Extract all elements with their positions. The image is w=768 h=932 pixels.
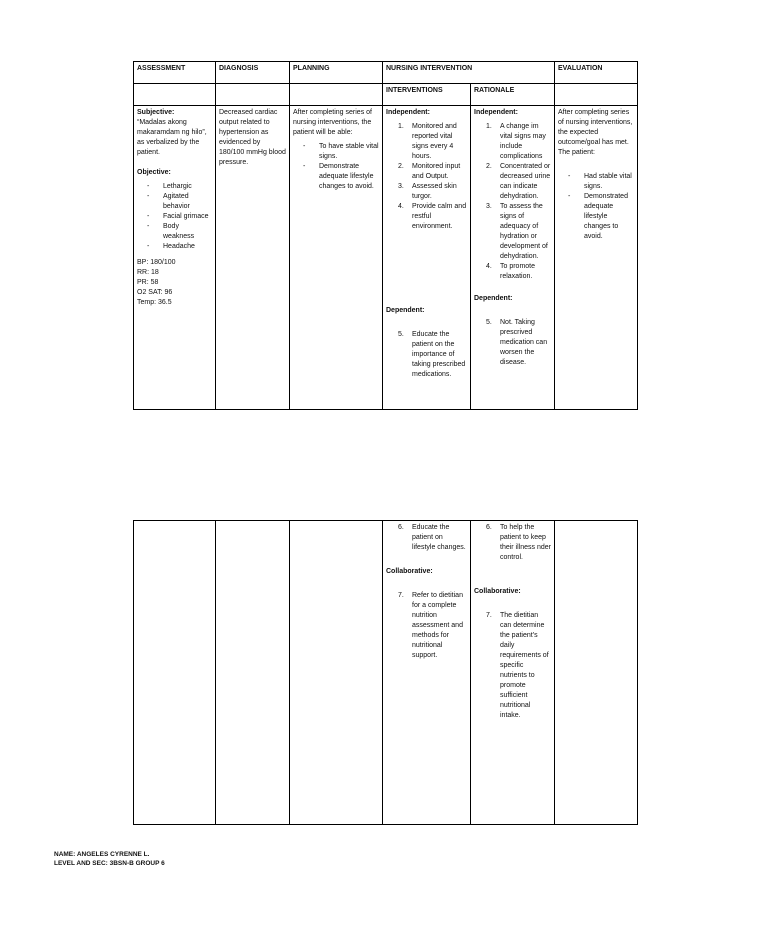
header-rationale: RATIONALE bbox=[471, 84, 555, 106]
header-planning: PLANNING bbox=[290, 62, 383, 84]
list-item: 7. Refer to dietitian for a complete nutrition assessment and methods for nutritional support. bbox=[398, 592, 463, 659]
vital-rr: RR: 18 bbox=[137, 269, 159, 276]
dependent-interventions-cont bbox=[386, 523, 467, 553]
list-item: 1. Monitored and reported vital signs every 4 hours. bbox=[398, 123, 457, 160]
vital-bp: BP: 180/100 bbox=[137, 259, 176, 266]
list-item: 2. Monitored input and Output. bbox=[398, 163, 461, 180]
list-item: 7. The dietitian can determine the patient’s daily requirements of specific nutrients to promote sufficient nutritional intake. bbox=[486, 612, 549, 719]
footer bbox=[54, 850, 165, 868]
list-item: 1. A change im vital signs may include complications bbox=[486, 123, 546, 160]
header-blank bbox=[216, 84, 290, 106]
interventions-cell-cont bbox=[383, 521, 471, 825]
ncp-table-page1 bbox=[133, 61, 638, 410]
header-assessment: ASSESSMENT bbox=[134, 62, 216, 84]
dependent-label: Dependent: bbox=[386, 307, 425, 314]
subjective-label: Subjective: bbox=[137, 109, 175, 116]
list-item: 2. Concentrated or decreased urine can indicate dehydration. bbox=[486, 163, 551, 200]
diagnosis-cell-cont bbox=[216, 521, 290, 825]
list-item: - Body weakness bbox=[137, 222, 212, 242]
list-item: - Headache bbox=[137, 242, 212, 252]
collaborative-rationale bbox=[474, 611, 551, 721]
assessment-cell bbox=[134, 106, 216, 410]
list-item: - Demonstrate adequate lifestyle changes to avoid. bbox=[293, 162, 379, 192]
independent-label: Independent: bbox=[474, 109, 518, 116]
list-item: - To have stable vital signs. bbox=[293, 142, 379, 162]
diagnosis-text: Decreased cardiac output related to hypertension as evidenced by 180/100 mmHg blood pressure. bbox=[219, 109, 286, 166]
dependent-interventions bbox=[386, 330, 467, 380]
header-nursing-intervention: NURSING INTERVENTION bbox=[383, 62, 555, 84]
rationale-cell-cont bbox=[471, 521, 555, 825]
list-item: - Lethargic bbox=[137, 182, 212, 192]
list-item: 4. To promote relaxation. bbox=[486, 263, 536, 280]
header-diagnosis: DIAGNOSIS bbox=[216, 62, 290, 84]
list-item: - Agitated behavior bbox=[137, 192, 212, 212]
rationale-cell bbox=[471, 106, 555, 410]
dependent-rationale-cont bbox=[474, 523, 551, 563]
list-item: 3. Assessed skin turgor. bbox=[398, 183, 457, 200]
assessment-cell-cont bbox=[134, 521, 216, 825]
evaluation-intro: After completing series of nursing interventions, the expected outcome/goal has met. The patient: bbox=[558, 109, 633, 156]
dependent-label: Dependent: bbox=[474, 295, 513, 302]
evaluation-cell bbox=[555, 106, 638, 410]
list-item: 5. Educate the patient on the importance of taking prescribed medications. bbox=[398, 331, 466, 378]
vital-pr: PR: 58 bbox=[137, 279, 159, 286]
ncp-table-page2 bbox=[133, 520, 638, 825]
dependent-rationale bbox=[474, 318, 551, 368]
list-item: 3. To assess the signs of adequacy of hydration or development of dehydration. bbox=[486, 203, 548, 260]
collaborative-label: Collaborative: bbox=[474, 588, 521, 595]
evaluation-cell-cont bbox=[555, 521, 638, 825]
header-evaluation: EVALUATION bbox=[555, 62, 638, 84]
collaborative-interventions bbox=[386, 591, 467, 661]
planning-intro: After completing series of nursing interventions, the patient will be able: bbox=[293, 109, 372, 136]
independent-label: Independent: bbox=[386, 109, 430, 116]
list-item: - Demonstrated adequate lifestyle changes to avoid. bbox=[558, 192, 634, 242]
vital-o2: O2 SAT: 96 bbox=[137, 289, 173, 296]
student-name: NAME: ANGELES CYRENNE L. bbox=[54, 851, 150, 858]
evaluation-list bbox=[558, 172, 634, 242]
header-blank bbox=[134, 84, 216, 106]
list-item: - Facial grimace bbox=[137, 212, 212, 222]
collaborative-label: Collaborative: bbox=[386, 568, 433, 575]
independent-interventions bbox=[386, 122, 467, 232]
objective-list bbox=[137, 182, 212, 252]
objective-label: Objective: bbox=[137, 169, 171, 176]
list-item: 6. To help the patient to keep their illness nder control. bbox=[486, 524, 551, 561]
diagnosis-cell bbox=[216, 106, 290, 410]
header-blank bbox=[555, 84, 638, 106]
list-item: 4. Provide calm and restful environment. bbox=[398, 203, 467, 230]
independent-rationale bbox=[474, 122, 551, 282]
planning-list bbox=[293, 142, 379, 192]
list-item: - Had stable vital signs. bbox=[558, 172, 634, 192]
list-item: 5. Not. Taking prescrived medication can worsen the disease. bbox=[486, 319, 548, 366]
subjective-text: “Madalas akong makaramdam ng hilo”, as verbalized by the patient. bbox=[137, 119, 207, 156]
interventions-cell bbox=[383, 106, 471, 410]
vital-temp: Temp: 36.5 bbox=[137, 299, 172, 306]
list-item: 6. Educate the patient on lifestyle changes. bbox=[398, 524, 466, 551]
student-level: LEVEL AND SEC: 3BSN-B GROUP 6 bbox=[54, 860, 165, 867]
header-interventions: INTERVENTIONS bbox=[383, 84, 471, 106]
header-blank bbox=[290, 84, 383, 106]
planning-cell bbox=[290, 106, 383, 410]
planning-cell-cont bbox=[290, 521, 383, 825]
